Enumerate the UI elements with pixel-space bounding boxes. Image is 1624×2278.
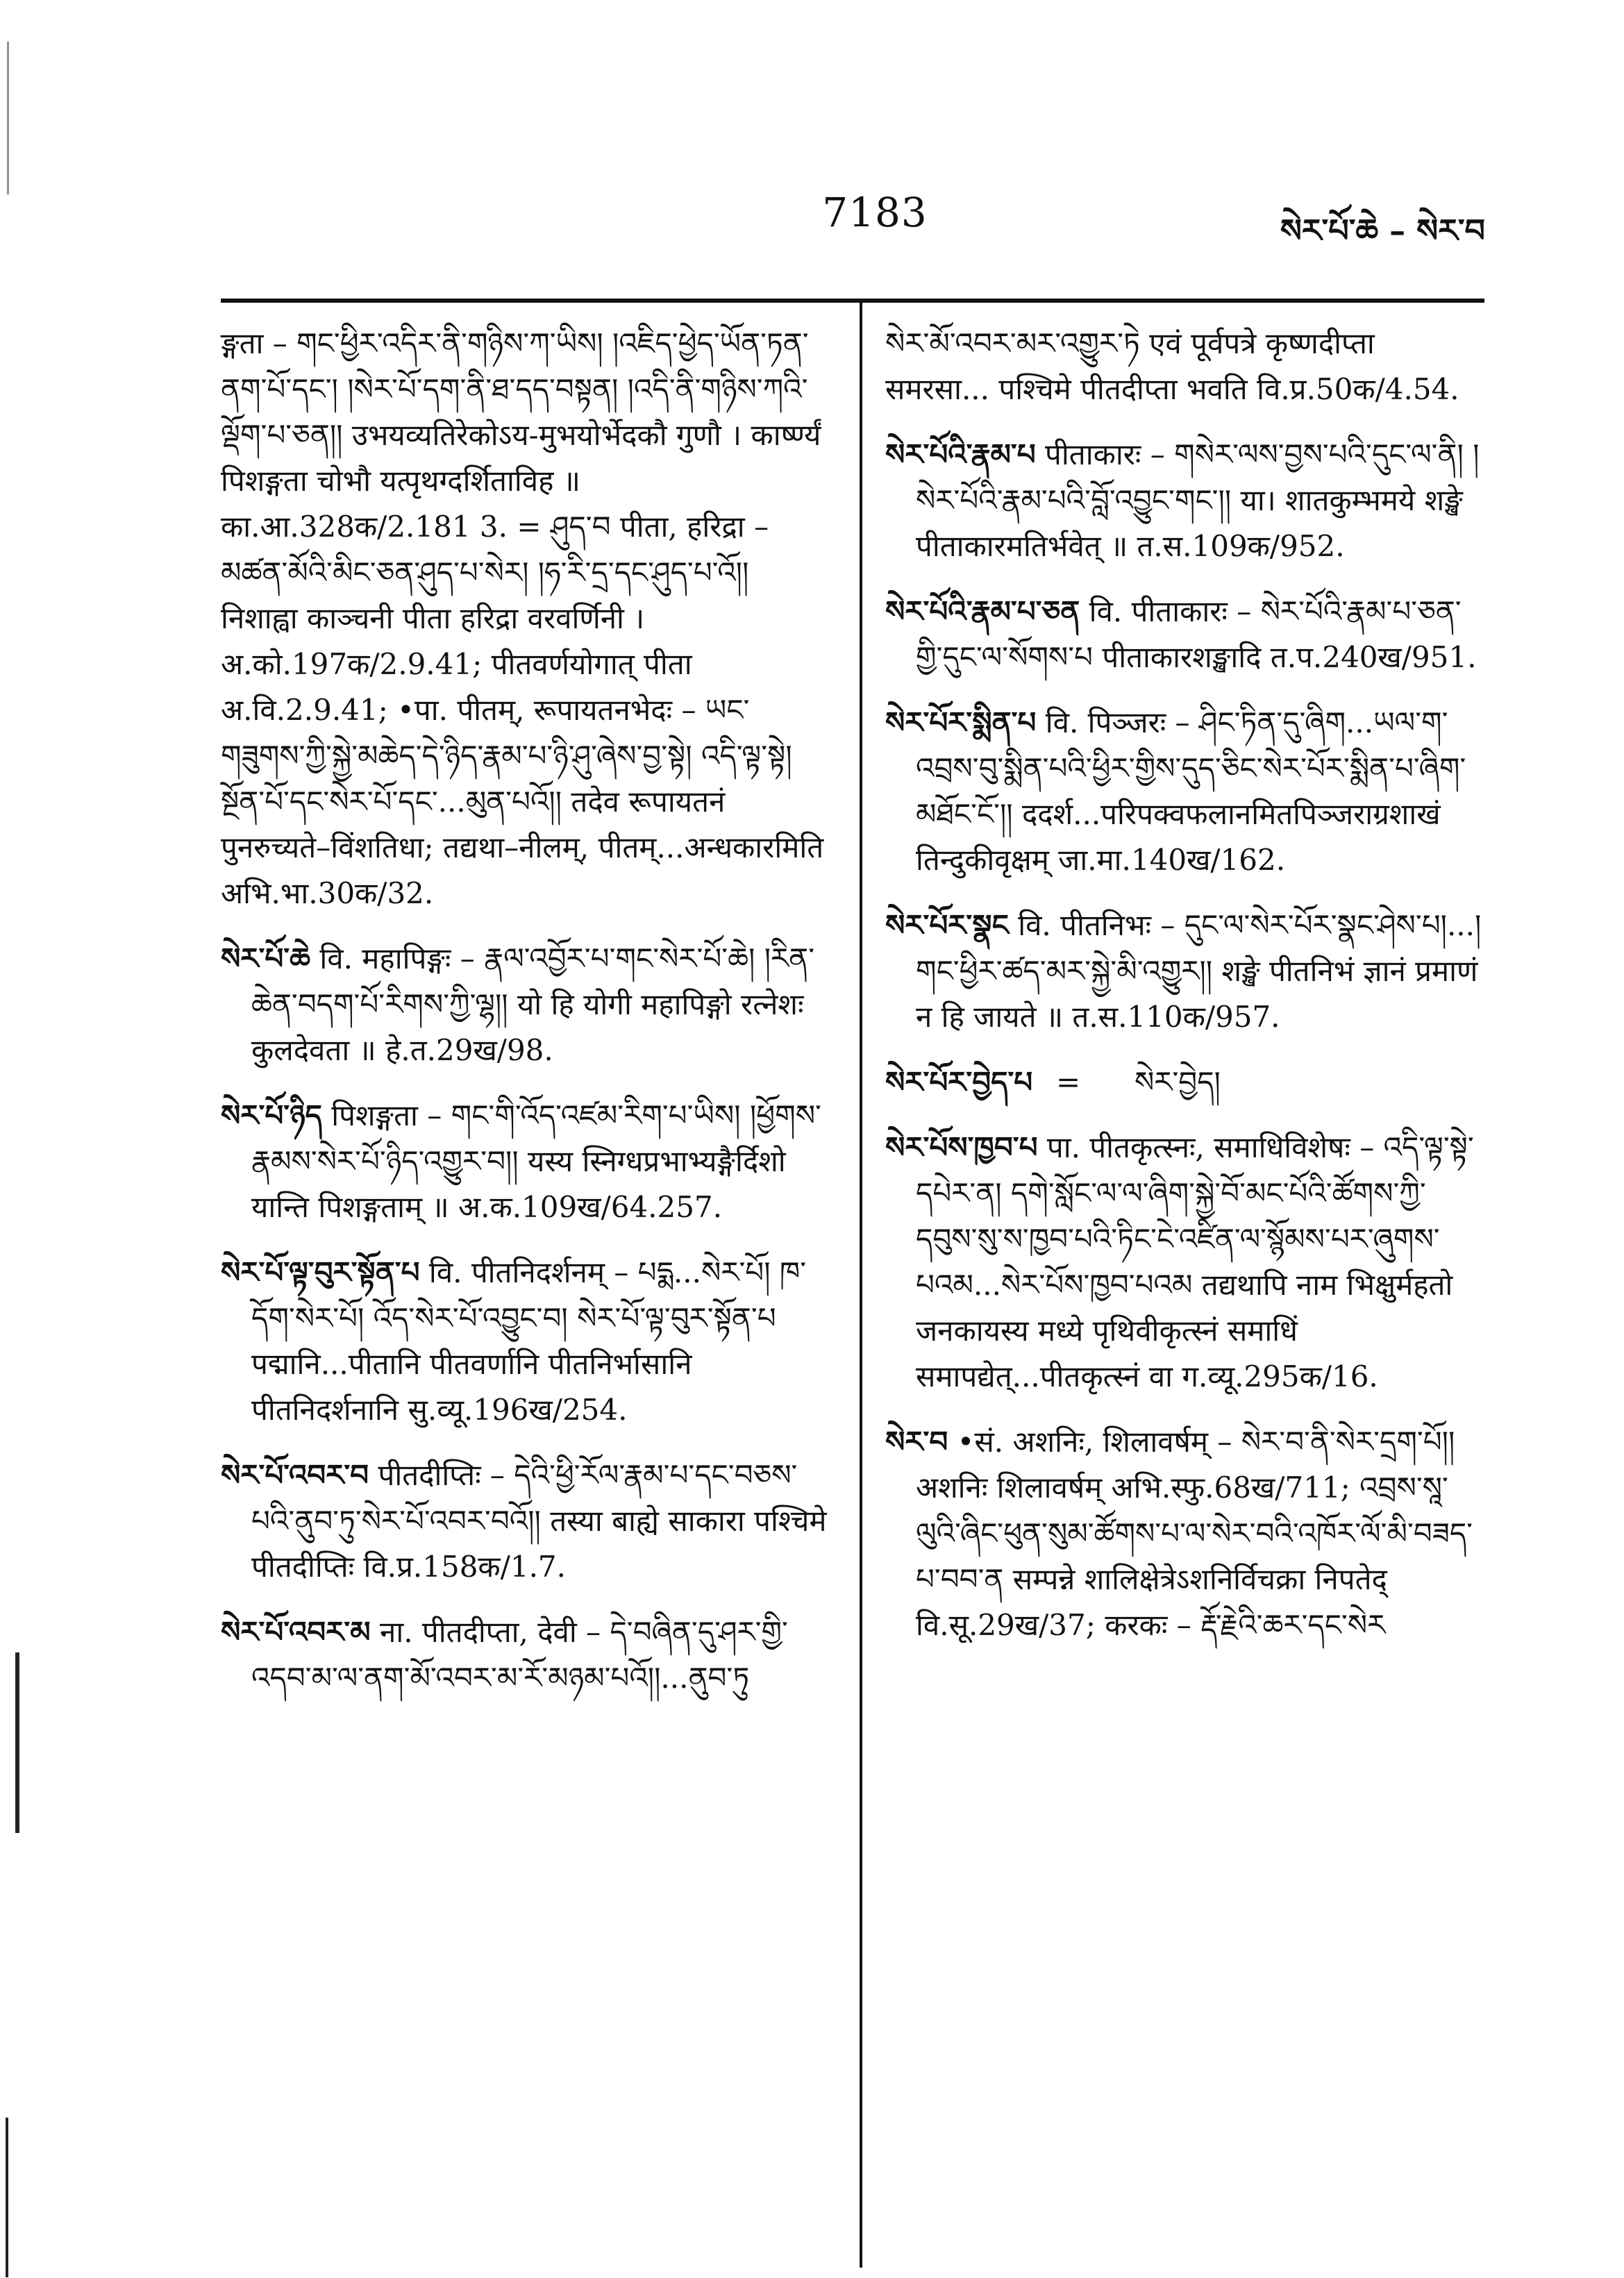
dictionary-entry (221, 1093, 833, 1230)
entry-text: पीतदीप्तिः – དེའི་ཕྱི་རོལ་རྣམ་པ་དང་བཅས་པའི་ནུབ་ཏུ་སེར་པོ་འབར་བའོ།། तस्या बाह्ये साकारा पश्चिमे पीतदीप्तिः वि.प्र.158क/1.7. (251, 1458, 827, 1584)
entry-headword: སེར་པོ་ཆེ (221, 941, 310, 975)
entry-headword: སེར་པོར་སྨིན་པ (885, 705, 1037, 739)
entry-text: वि. पीतनिदर्शनम् – པདྨ...སེར་པོ། ཁ་དོག་སེར་པོ། འོད་སེར་པོ་འབྱུང་བ། སེར་པོ་ལྟ་བུར་སྟོན་པ पद्मानि...पीतानि पीतवर्णानि पीतनिर्भासानि पीतनिदर्शनानि सु.व्यू.196ख/254. (251, 1255, 807, 1427)
entry-headword: སེར་པོས་ཁྱབ་པ (885, 1130, 1038, 1164)
dictionary-entry (885, 589, 1486, 680)
entry-text: वि. पीताकारः – སེར་པོའི་རྣམ་པ་ཅན་གྱི་དུང་ལ་སོགས་པ पीताकारशङ्खादि त.प.240ख/951. (916, 594, 1477, 674)
entry-headword: སེར་པོ་འབར་བ (221, 1458, 369, 1492)
dictionary-entry (885, 700, 1486, 883)
dictionary-entry (885, 432, 1486, 569)
entry-continuation (221, 321, 833, 916)
entry-headword: སེར་པོ་ཉིད (221, 1098, 322, 1132)
dictionary-entry (221, 1609, 833, 1701)
entry-headword: སེར་པོ་ལྟ་བུར་སྟོན་པ (221, 1255, 420, 1289)
running-head: སེར་པོ་ཆེ – སེར་བ (1280, 212, 1485, 249)
entry-headword: སེར་པོའི་རྣམ་པ (885, 437, 1036, 471)
entry-headword: སེར་པོའི་རྣམ་པ་ཅན (885, 594, 1080, 628)
scan-edge-mark (7, 42, 9, 194)
entry-continuation (885, 321, 1486, 412)
entry-text: •सं. अशनिः, शिलावर्षम् – སེར་བ་ནི་སེར་དྲག་པོ།། अशनिः शिलावर्षम् अभि.स्फु.68ख/711; འབྲས་སཱ་ལུའི་ཞིང་ཕུན་སུམ་ཚོགས་པ་ལ་སེར་བའི་འཁོར་ལོ་མི་བཟད་པ་བབ་ན सम्पन्ने शालिक्षेत्रेऽशनिर्विचक्रा निपतेद् वि.सू.29ख/37; करकः – རྡོ་རྗེའི་ཆར་དང་སེར (916, 1425, 1473, 1642)
dictionary-entry (885, 1419, 1486, 1648)
entry-text: སེར་མོ་འབར་མར་འགྱུར་ཏེ एवं पूर्वपत्रे कृष्णदीप्ता समरसा... पश्चिमे पीतदीप्ता भवति वि.प्र.50क/4.54. (885, 326, 1459, 406)
entry-text: वि. पिञ्जरः – ཤིང་ཏིན་དུ་ཞིག...ཡལ་ག་འབྲས་བུ་སྨིན་པའི་ཕྱིར་གྱིས་དུད་ཅིང་སེར་པོར་སྨིན་པ་ཞིག་མཐོང་ངོ་།། ददर्श...परिपक्वफलानमितपिञ्जराग्रशाखं तिन्दुकीवृक्षम् जा.मा.140ख/162. (916, 705, 1466, 877)
entry-text: पिशङ्गता – གང་གི་འོད་འཛམ་རིག་པ་ཡིས། །ཕྱོགས་རྣམས་སེར་པོ་ཉིད་འགྱུར་བ།། यस्य स्निग्धप्रभाभ्यङ्गैर्दिशो यान्ति पिशङ्गताम् ॥ अ.क.109ख/64.257. (251, 1098, 821, 1224)
header-rule (221, 299, 1484, 303)
left-column (221, 321, 833, 1720)
entry-text: वि. पीतनिभः – དུང་ལ་སེར་པོར་སྣང་ཤེས་པ།...།གང་ཕྱིར་ཚད་མར་སྐྱེ་མི་འགྱུར།། शङ्खे पीतनिभं ज्ञानं प्रमाणं न हि जायते ॥ त.स.110क/957. (916, 908, 1482, 1034)
dictionary-entry (221, 936, 833, 1073)
dictionary-entry (885, 1125, 1486, 1400)
entry-text: पा. पीतकृत्स्नः, समाधिविशेषः – འདི་ལྟ་སྟེ་དཔེར་ན། དགེ་སློང་ལ་ལ་ཞིག་སྐྱེ་བོ་མང་པོའི་ཚོགས་ཀྱི་དབུས་སུ་ས་ཁྱབ་པའི་ཏིང་ངེ་འཛིན་ལ་སྙོམས་པར་ཞུགས་པའམ...སེར་པོས་ཁྱབ་པའམ तद्यथापि नाम भिक्षुर्महतो जनकायस्य मध्ये पृथिवीकृत्स्नं समाधिं समापद्येत्...पीतकृत्स्नं वा ग.व्यू.295क/16. (916, 1130, 1474, 1393)
column-divider (860, 303, 862, 2268)
entry-headword: སེར་བ (885, 1425, 948, 1459)
entry-headword: སེར་པོར་བྱེད་པ (885, 1065, 1033, 1099)
entry-text: पीताकारः – གསེར་ལས་བྱས་པའི་དུང་ལ་ནི། །སེར་པོའི་རྣམ་པའི་བློ་འབྱུང་གང་།། या। शातकुम्भमये शङ्खे पीताकारमतिर्भवेत् ॥ त.स.109क/952. (916, 437, 1480, 563)
right-column (885, 321, 1486, 1668)
entry-headword: སེར་པོར་སྣང (885, 908, 1009, 942)
entry-text: ङ्गता – གང་ཕྱིར་འདིར་ནི་གཉིས་ཀ་ཡིས། །འཇིད་ཕྱེད་ཡོན་ཏན་ནག་པོ་དང་། །སེར་པོ་དག་ནི་ཐ་དད་བསྟན། །འདི་ནི་གཉིས་ཀའི་ལྡོག་པ་ཅན།། उभयव्यतिरेकोऽय-मुभयोर्भेदकौ गुणौ । कार्ष्ण्यं पिशङ्गता चोभौ यत्पृथग्दर्शिताविह ॥ का.आ.328क/2.181 3. = ཤུད་བ पीता, हरिद्रा – མཚན་མོའི་མིང་ཅན་ཤུད་པ་སེར། །ཧ་རི་དྲ་དང་ཤུད་པ་འོ།། निशाह्वा काञ्चनी पीता हरिद्रा वरवर्णिनी । अ.को.197क/2.9.41; पीतवर्णयोगात् पीता अ.वि.2.9.41; •पा. पीतम्, रूपायतनभेदः – ཡང་གཟུགས་ཀྱི་སྐྱེ་མཆེད་དེ་ཉིད་རྣམ་པ་ཉི་ཤུ་ཞེས་བྱ་སྟེ། འདི་ལྟ་སྟེ། སྔོན་པོ་དང་སེར་པོ་དང་...མུན་པའོ།། तदेव रूपायतनं पुनरुच्यते–विंशतिधा; तद्यथा–नीलम्, पीतम्...अन्धकारमिति अभि.भा.30क/32. (221, 326, 824, 910)
dictionary-entry (221, 1452, 833, 1590)
cross-reference-target: སེར་བྱེད། (1134, 1065, 1221, 1099)
entry-text: वि. महापिङ्गः – རྣལ་འབྱོར་པ་གང་སེར་པོ་ཆེ། །རིན་ཆེན་བདག་པོ་རིགས་ཀྱི་ལྷ།། यो हि योगी महापिङ्गो रत्नेशः कुलदेवता ॥ हे.त.29ख/98. (251, 941, 815, 1067)
cross-reference-entry (885, 1060, 1486, 1105)
entry-text: ना. पीतदीप्ता, देवी – དེ་བཞིན་དུ་ཤར་གྱི་འདབ་མ་ལ་ནག་མོ་འབར་མ་རོ་མཉམ་པའོ།།...ནུབ་ཏུ (251, 1615, 788, 1695)
scan-edge-mark (6, 2118, 8, 2277)
entry-headword: སེར་པོ་འབར་མ (221, 1615, 371, 1649)
dictionary-entry (221, 1250, 833, 1433)
scan-edge-mark (15, 1652, 19, 1833)
dictionary-entry (885, 903, 1486, 1040)
equals-sign: = (1055, 1065, 1081, 1099)
page-number: 7183 (822, 189, 928, 236)
